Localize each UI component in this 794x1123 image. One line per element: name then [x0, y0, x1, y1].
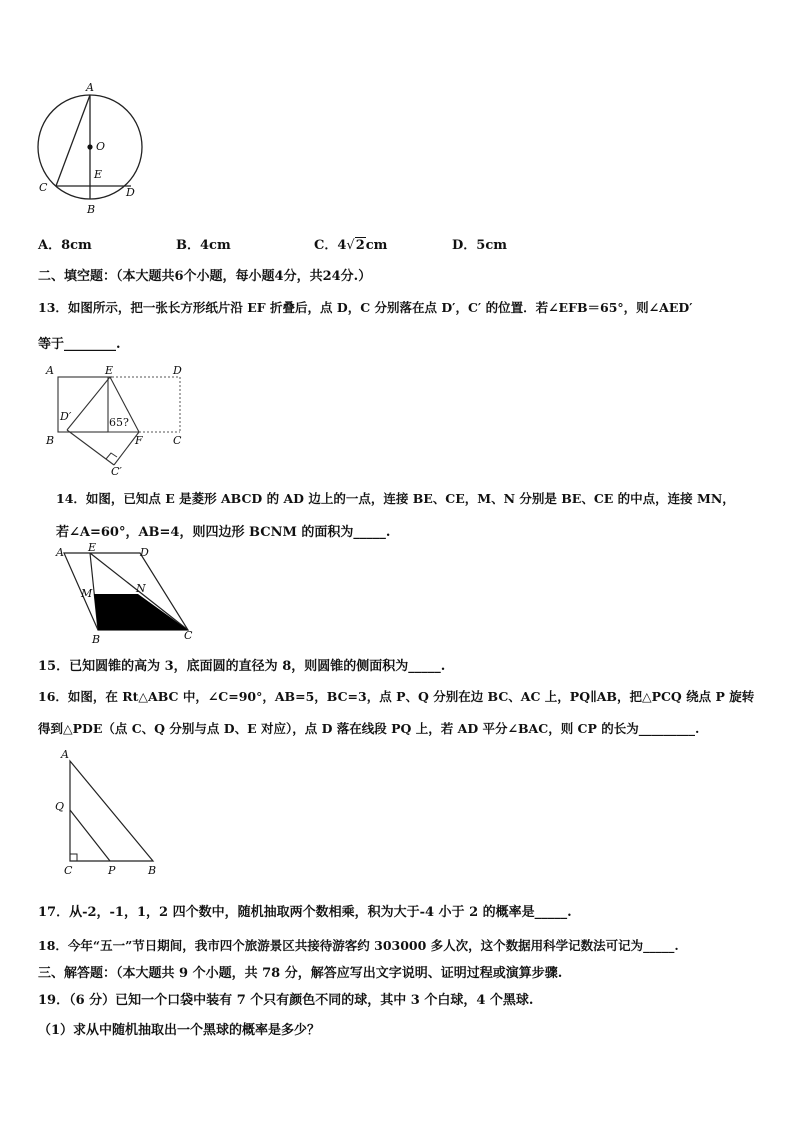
option-c — [314, 234, 387, 253]
option-a: A．8cm — [38, 238, 92, 253]
circle-figure — [30, 80, 145, 220]
shaded-quadrilateral-bcnm — [94, 594, 188, 630]
section3-heading: 三、解答题：（本大题共 9 个小题，共 78 分，解答应写出文字说明、证明过程或演算步骤. — [38, 966, 563, 981]
label-f: F — [135, 434, 143, 447]
q15: 15．已知圆锥的高为 3，底面圆的直径为 8，则圆锥的侧面积为_____. — [38, 659, 446, 674]
label-a: A — [61, 748, 69, 761]
rhombus-figure — [52, 540, 200, 648]
right-angle-mark — [106, 453, 117, 459]
label-d: D — [140, 546, 149, 559]
q13-line1: 13．如图所示，把一张长方形纸片沿 EF 折叠后，点 D，C 分别落在点 D′，C′ 的位置．若∠EFB＝65°，则∠AED′ — [38, 300, 693, 315]
option-c-radicand: 2 — [355, 238, 365, 253]
label-angle: 65? — [109, 416, 129, 429]
rect-left — [58, 377, 108, 432]
triangle-abc — [70, 761, 153, 861]
label-b: B — [148, 864, 157, 877]
label-c-prime: C′ — [111, 465, 122, 478]
q14-line2: 若∠A=60°，AB=4，则四边形 BCNM 的面积为_____. — [56, 525, 391, 540]
label-o: O — [96, 140, 106, 153]
q13-line2: 等于________. — [38, 337, 121, 352]
label-d: D — [126, 186, 135, 199]
label-n: N — [136, 582, 146, 595]
label-a: A — [86, 81, 94, 94]
label-p: P — [108, 864, 116, 877]
label-c: C — [64, 864, 73, 877]
q19-line1: 19．（6 分）已知一个口袋中装有 7 个只有颜色不同的球，其中 3 个白球，4 个黑球. — [38, 993, 534, 1008]
fold-dc — [67, 430, 114, 465]
label-c: C — [173, 434, 182, 447]
label-b: B — [87, 203, 96, 216]
fold-figure — [40, 360, 200, 480]
q17: 17．从-2，-1，1，2 四个数中，随机抽取两个数相乘，积为大于-4 小于 2 的概率是_____. — [38, 905, 572, 920]
label-a: A — [56, 546, 64, 559]
triangle-figure — [50, 745, 165, 880]
q18: 18．今年“五一”节日期间，我市四个旅游景区共接待游客约 303000 多人次，这个数据用科学记数法可记为_____. — [38, 938, 679, 953]
label-c: C — [184, 629, 193, 642]
label-a: A — [46, 364, 54, 377]
label-q: Q — [55, 800, 65, 813]
q16-line2: 得到△PDE（点 C、Q 分别与点 D、E 对应），点 D 落在线段 PQ 上，若 AD 平分∠BAC，则 CP 的长为_________. — [38, 721, 700, 736]
label-m: M — [81, 587, 93, 600]
label-c: C — [39, 181, 48, 194]
chord-ac — [56, 95, 90, 186]
option-d: D．5cm — [452, 238, 507, 253]
q14-line1: 14．如图，已知点 E 是菱形 ABCD 的 AD 边上的一点，连接 BE、CE，M、N 分别是 BE、CE 的中点，连接 MN， — [56, 491, 735, 506]
label-d-prime: D′ — [60, 410, 72, 423]
label-e: E — [94, 168, 103, 181]
label-b: B — [92, 633, 101, 646]
q19-part1: （1）求从中随机抽取出一个黑球的概率是多少？ — [38, 1023, 321, 1038]
right-angle-mark — [70, 854, 77, 861]
option-c-unit: cm — [365, 238, 388, 253]
label-b: B — [46, 434, 55, 447]
label-d: D — [173, 364, 182, 377]
segment-pq — [70, 810, 110, 861]
option-c-prefix: C．4 — [314, 238, 347, 253]
center-point — [87, 144, 92, 149]
fold-ed — [67, 377, 110, 430]
q16-line1: 16．如图，在 Rt△ABC 中，∠C=90°，AB=5，BC=3，点 P、Q 分别在边 BC、AC 上，PQ∥AB，把△PCQ 绕点 P 旋转 — [38, 689, 755, 704]
sqrt-symbol: √ — [346, 238, 355, 253]
label-e: E — [88, 541, 97, 554]
section2-heading: 二、填空题：（本大题共6个小题，每小题4分，共24分.） — [38, 269, 372, 284]
option-b: B．4cm — [176, 238, 231, 253]
label-e: E — [105, 364, 114, 377]
